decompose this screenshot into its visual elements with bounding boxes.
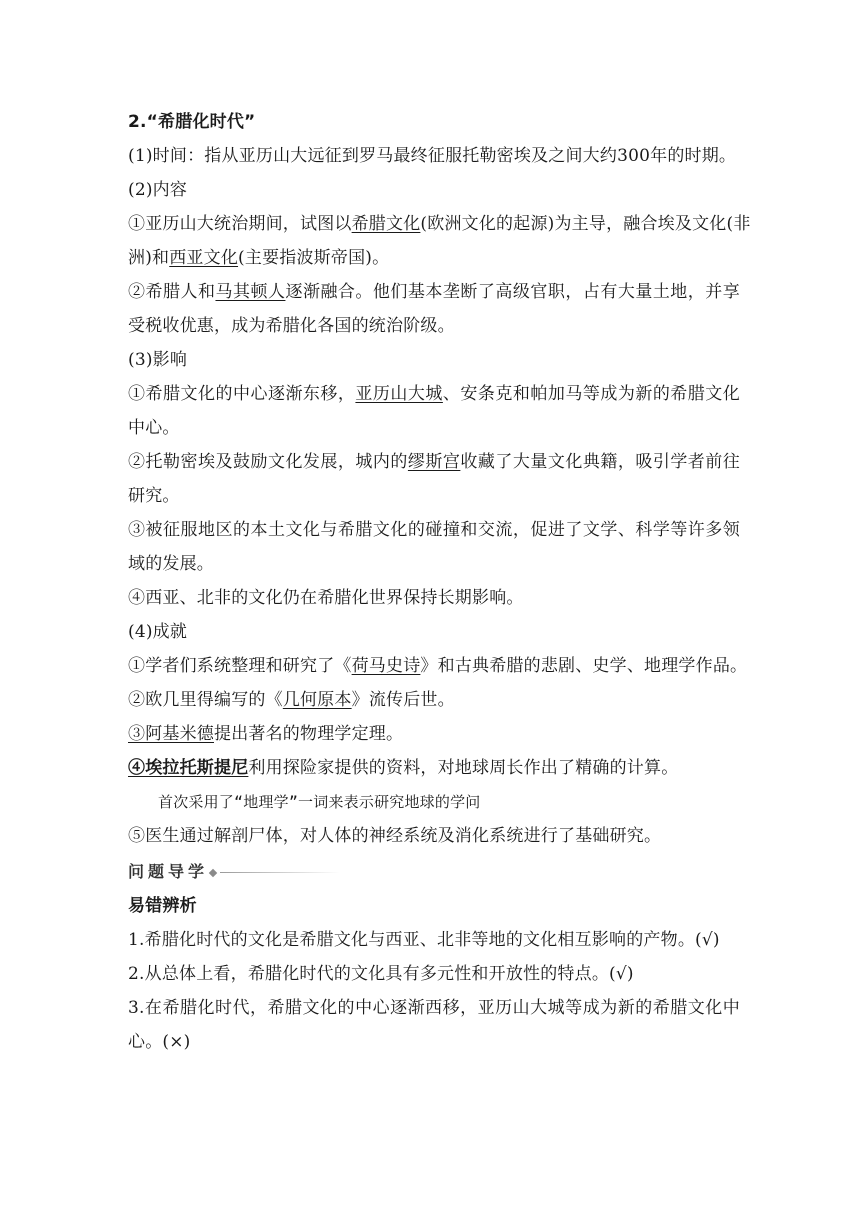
achievement-item-5: ⑤医生通过解剖尸体，对人体的神经系统及消化系统进行了基础研究。 (128, 826, 662, 846)
question-3-line-1: 3.在希腊化时代，希腊文化的中心逐渐西移，亚历山大城等成为新的希腊文化中 (128, 998, 740, 1018)
underlined-term: 缪斯宫 (407, 452, 461, 472)
document-page (128, 105, 751, 1059)
impact-item-3-line-1: ③被征服地区的本土文化与希腊文化的碰撞和交流，促进了文学、科学等许多领 (128, 520, 740, 540)
section-banner (128, 857, 740, 887)
diamond-icon (209, 868, 217, 876)
underlined-term: 荷马史诗 (351, 656, 421, 676)
underlined-term: 几何原本 (282, 690, 352, 710)
underlined-term: 亚历山大城 (355, 384, 443, 404)
impact-item-1-line-1: ①希腊文化的中心逐渐东移，亚历山大城、安条克和帕加马等成为新的希腊文化 (128, 384, 740, 404)
achievement-heading: (4)成就 (128, 622, 188, 642)
content-item-1-line-2: 洲)和西亚文化(主要指波斯帝国)。 (128, 248, 390, 268)
content-heading: (2)内容 (128, 180, 188, 200)
underlined-term: ③阿基米德 (128, 724, 214, 744)
time-paragraph: (1)时间：指从亚历山大远征到罗马最终征服托勒密埃及之间大约300年的时期。 (128, 146, 737, 166)
section-banner-title: 问题导学 (128, 862, 209, 881)
question-1: 1.希腊化时代的文化是希腊文化与西亚、北非等地的文化相互影响的产物。(√) (128, 930, 720, 950)
content-item-1-line-1: ①亚历山大统治期间，试图以希腊文化(欧洲文化的起源)为主导，融合埃及文化(非 (128, 214, 751, 234)
underlined-term: 马其顿人 (215, 282, 286, 302)
underlined-term: ④埃拉托斯提尼 (128, 758, 249, 778)
annotation-note: 首次采用了“地理学”一词来表示研究地球的学问 (158, 793, 481, 811)
underlined-term: 希腊文化 (351, 214, 421, 234)
impact-item-3-line-2: 域的发展。 (128, 554, 214, 574)
achievement-item-3: ③阿基米德提出著名的物理学定理。 (128, 724, 404, 744)
divider-line (220, 872, 340, 873)
achievement-item-1: ①学者们系统整理和研究了《荷马史诗》和古典希腊的悲剧、史学、地理学作品。 (128, 656, 748, 676)
question-3-line-2: 心。(×) (128, 1032, 191, 1052)
impact-heading: (3)影响 (128, 350, 188, 370)
impact-item-1-line-2: 中心。 (128, 418, 180, 438)
subheading: 易错辨析 (128, 896, 197, 916)
impact-item-2-line-1: ②托勒密埃及鼓励文化发展，城内的缪斯宫收藏了大量文化典籍，吸引学者前往 (128, 452, 740, 472)
achievement-item-4: ④埃拉托斯提尼利用探险家提供的资料，对地球周长作出了精确的计算。 (128, 758, 679, 778)
achievement-item-2: ②欧几里得编写的《几何原本》流传后世。 (128, 690, 455, 710)
impact-item-4: ④西亚、北非的文化仍在希腊化世界保持长期影响。 (128, 588, 524, 608)
question-2: 2.从总体上看，希腊化时代的文化具有多元性和开放性的特点。(√) (128, 964, 634, 984)
underlined-term: 西亚文化 (169, 248, 239, 268)
content-item-2-line-2: 受税收优惠，成为希腊化各国的统治阶级。 (128, 316, 455, 336)
impact-item-2-line-2: 研究。 (128, 486, 180, 506)
section-heading: 2.“希腊化时代” (128, 112, 256, 132)
content-item-2-line-1: ②希腊人和马其顿人逐渐融合。他们基本垄断了高级官职，占有大量土地，并享 (128, 282, 740, 302)
